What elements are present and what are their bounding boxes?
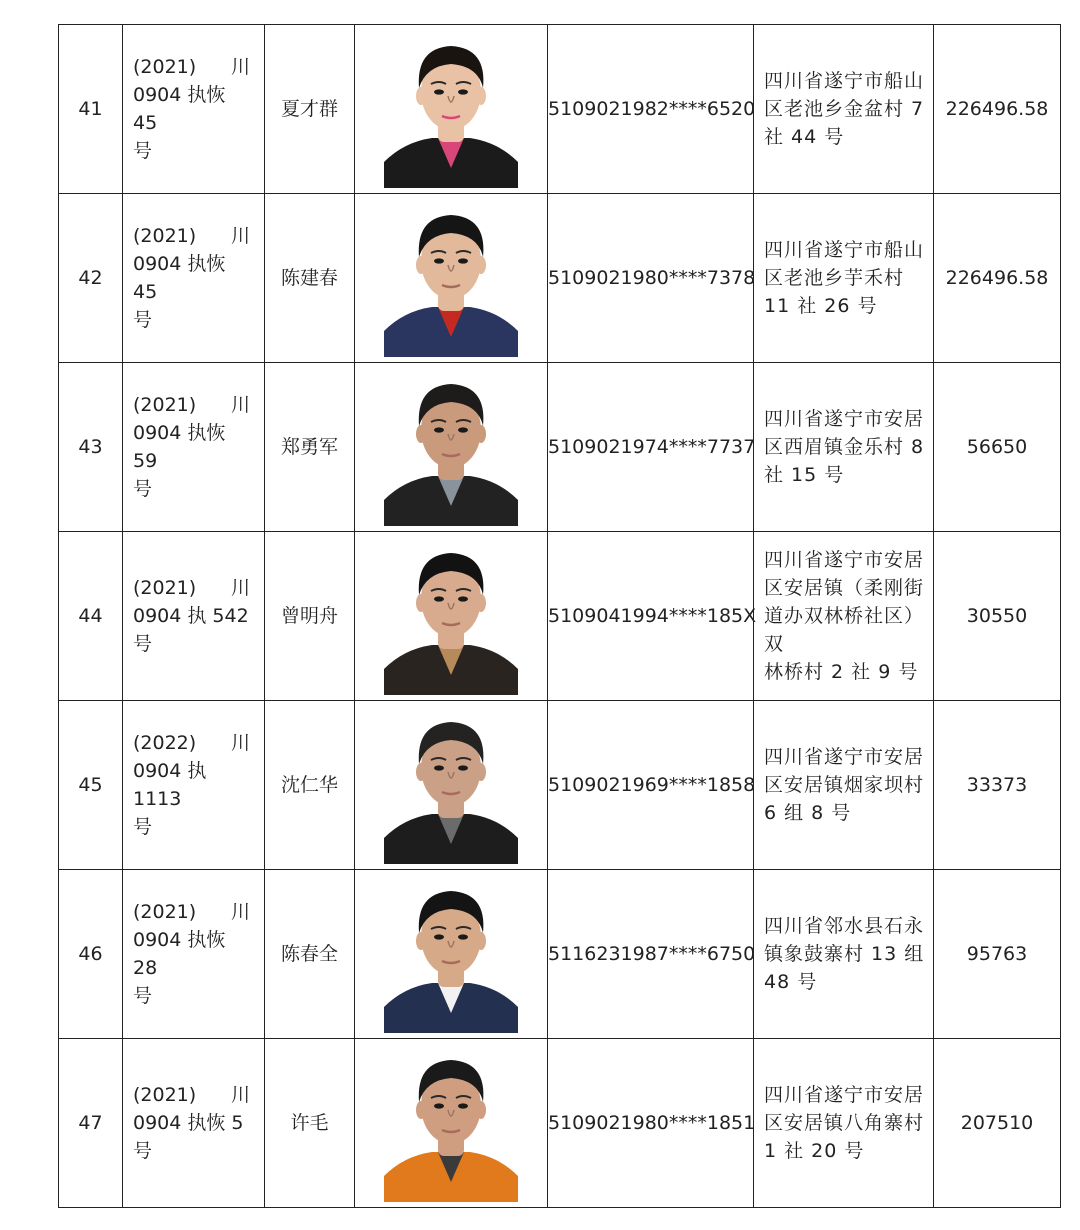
case-province: 川 — [230, 394, 250, 416]
address-line: 48 号 — [764, 971, 818, 993]
case-year: (2021) — [133, 901, 197, 923]
address — [754, 25, 934, 194]
row-number: 45 — [59, 701, 123, 870]
address — [754, 1039, 934, 1208]
address-line: 区安居镇八角寨村 — [764, 1112, 925, 1134]
row-number: 44 — [59, 532, 123, 701]
row-number: 42 — [59, 194, 123, 363]
case-number — [123, 701, 265, 870]
address-line: 区安居镇（柔刚街 — [764, 577, 925, 599]
address-line: 区老池乡金盆村 7 — [764, 98, 925, 120]
row-number: 47 — [59, 1039, 123, 1208]
case-number — [123, 363, 265, 532]
photo-cell — [355, 194, 548, 363]
person-name: 沈仁华 — [265, 701, 355, 870]
person-name: 陈春全 — [265, 870, 355, 1039]
case-province: 川 — [230, 56, 250, 78]
portrait-photo — [384, 706, 518, 864]
portrait-photo — [384, 875, 518, 1033]
person-name: 许毛 — [265, 1039, 355, 1208]
address-line: 四川省遂宁市船山 — [764, 70, 925, 92]
amount: 30550 — [934, 532, 1061, 701]
address-line: 社 15 号 — [764, 464, 845, 486]
address-line: 6 组 8 号 — [764, 802, 852, 824]
case-province: 川 — [230, 577, 250, 599]
case-year: (2021) — [133, 394, 197, 416]
id-number: 5109021980****7378 — [548, 194, 754, 363]
person-name: 夏才群 — [265, 25, 355, 194]
case-line-3: 号 — [133, 816, 153, 838]
person-name: 郑勇军 — [265, 363, 355, 532]
case-province: 川 — [230, 225, 250, 247]
amount: 33373 — [934, 701, 1061, 870]
debtor-table — [58, 24, 1061, 1208]
case-number — [123, 532, 265, 701]
address-line: 道办双林桥社区） — [764, 605, 925, 627]
photo-cell — [355, 363, 548, 532]
address-line: 双 — [764, 633, 785, 655]
address-line: 四川省遂宁市安居 — [764, 1084, 925, 1106]
address — [754, 701, 934, 870]
address-line: 区老池乡芋禾村 — [764, 267, 905, 289]
case-line-3: 号 — [133, 985, 153, 1007]
case-line-2: 0904 执 542 — [133, 605, 249, 627]
case-number — [123, 194, 265, 363]
id-number: 5109041994****185X — [548, 532, 754, 701]
table-row — [59, 532, 1061, 701]
person-name: 曾明舟 — [265, 532, 355, 701]
case-number — [123, 870, 265, 1039]
amount: 95763 — [934, 870, 1061, 1039]
id-number: 5109021980****1851 — [548, 1039, 754, 1208]
case-line-3: 号 — [133, 478, 153, 500]
case-province: 川 — [230, 1084, 250, 1106]
portrait-photo — [384, 199, 518, 357]
address-line: 11 社 26 号 — [764, 295, 878, 317]
address-line: 林桥村 2 社 9 号 — [764, 661, 919, 683]
address-line: 四川省遂宁市安居 — [764, 549, 925, 571]
row-number: 43 — [59, 363, 123, 532]
id-number: 5109021969****1858 — [548, 701, 754, 870]
address-line: 四川省遂宁市安居 — [764, 746, 925, 768]
address — [754, 532, 934, 701]
portrait-photo — [384, 368, 518, 526]
case-line-2: 0904 执恢 28 — [133, 929, 226, 979]
address-line: 区西眉镇金乐村 8 — [764, 436, 925, 458]
table-row — [59, 701, 1061, 870]
case-year: (2022) — [133, 732, 197, 754]
photo-cell — [355, 870, 548, 1039]
portrait-photo — [384, 30, 518, 188]
address-line: 四川省遂宁市安居 — [764, 408, 925, 430]
id-number: 5109021974****7737 — [548, 363, 754, 532]
case-line-2: 0904 执 1113 — [133, 760, 207, 810]
table-row — [59, 25, 1061, 194]
case-line-2: 0904 执恢 45 — [133, 84, 226, 134]
person-name: 陈建春 — [265, 194, 355, 363]
address-line: 区安居镇烟家坝村 — [764, 774, 925, 796]
amount: 226496.58 — [934, 194, 1061, 363]
table-row — [59, 870, 1061, 1039]
case-line-2: 0904 执恢 5 — [133, 1112, 244, 1134]
case-year: (2021) — [133, 56, 197, 78]
amount: 207510 — [934, 1039, 1061, 1208]
portrait-photo — [384, 537, 518, 695]
case-year: (2021) — [133, 577, 197, 599]
portrait-photo — [384, 1044, 518, 1202]
photo-cell — [355, 25, 548, 194]
case-line-3: 号 — [133, 1140, 153, 1162]
id-number: 5116231987****6750 — [548, 870, 754, 1039]
address-line: 社 44 号 — [764, 126, 845, 148]
row-number: 41 — [59, 25, 123, 194]
address-line: 镇象鼓寨村 13 组 — [764, 943, 925, 965]
case-number — [123, 1039, 265, 1208]
amount: 56650 — [934, 363, 1061, 532]
address — [754, 363, 934, 532]
case-line-3: 号 — [133, 309, 153, 331]
amount: 226496.58 — [934, 25, 1061, 194]
address-line: 四川省邻水县石永 — [764, 915, 925, 937]
case-year: (2021) — [133, 1084, 197, 1106]
address — [754, 194, 934, 363]
case-line-2: 0904 执恢 45 — [133, 253, 226, 303]
photo-cell — [355, 1039, 548, 1208]
table-row — [59, 1039, 1061, 1208]
case-province: 川 — [230, 732, 250, 754]
table-row — [59, 363, 1061, 532]
table-body — [59, 25, 1061, 1208]
id-number: 5109021982****6520 — [548, 25, 754, 194]
address-line: 四川省遂宁市船山 — [764, 239, 925, 261]
case-line-3: 号 — [133, 633, 153, 655]
address — [754, 870, 934, 1039]
table-row — [59, 194, 1061, 363]
row-number: 46 — [59, 870, 123, 1039]
case-line-3: 号 — [133, 140, 153, 162]
case-line-2: 0904 执恢 59 — [133, 422, 226, 472]
photo-cell — [355, 701, 548, 870]
address-line: 1 社 20 号 — [764, 1140, 865, 1162]
case-number — [123, 25, 265, 194]
photo-cell — [355, 532, 548, 701]
case-year: (2021) — [133, 225, 197, 247]
case-province: 川 — [230, 901, 250, 923]
